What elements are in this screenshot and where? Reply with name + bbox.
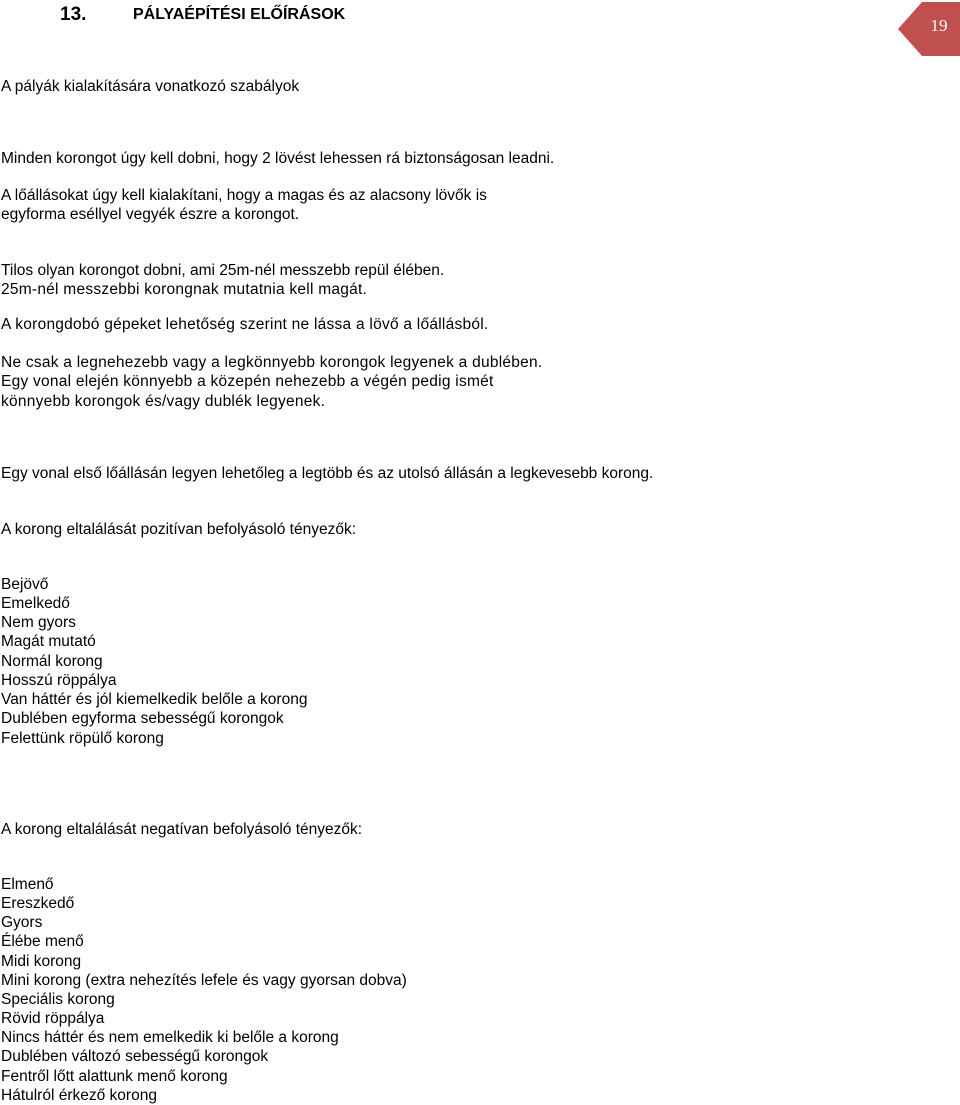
rule-6-line-2: könnyebb korongok és/vagy dublék legyenek. (1, 393, 326, 410)
rule-2-line-2: egyforma eséllyel vegyék észre a korongot. (1, 206, 300, 223)
list-item: Nincs háttér és nem emelkedik ki belőle a korong (1, 1029, 339, 1046)
negative-factors-heading: A korong eltalálását negatívan befolyásoló tényezők: (1, 821, 363, 838)
list-item: Gyors (1, 914, 43, 931)
list-item: Magát mutató (1, 633, 96, 650)
list-item: Fentről lőtt alattunk menő korong (1, 1068, 228, 1085)
list-item: Dublében változó sebességű korongok (1, 1048, 269, 1065)
list-item: Nem gyors (1, 614, 76, 631)
list-item: Felettünk röpülő korong (1, 730, 164, 747)
list-item: Speciális korong (1, 991, 115, 1008)
list-item: Hosszú röppálya (1, 672, 117, 689)
rule-3-line-2: 25m-nél messzebbi korongnak mutatnia kell magát. (1, 281, 368, 298)
rule-4: A korongdobó gépeket lehetőség szerint ne lássa a lövő a lőállásból. (1, 316, 489, 333)
list-item: Normál korong (1, 653, 103, 670)
rule-5: Ne csak a legnehezebb vagy a legkönnyebb korongok legyenek a dublében. (1, 354, 543, 371)
list-item: Midi korong (1, 953, 82, 970)
list-item: Emelkedő (1, 595, 70, 612)
rule-7: Egy vonal első lőállásán legyen lehetőleg a legtöbb és az utolsó állásán a legkevesebb korong. (1, 465, 654, 482)
list-item: Hátulról érkező korong (1, 1087, 157, 1104)
section-subtitle: A pályák kialakítására vonatkozó szabályok (1, 78, 300, 95)
rule-3-line-1: Tilos olyan korongot dobni, ami 25m-nél messzebb repül élében. (1, 262, 445, 279)
list-item: Mini korong (extra nehezítés lefele és vagy gyorsan dobva) (1, 972, 407, 989)
page-header (0, 0, 960, 30)
rule-2-line-1: A lőállásokat úgy kell kialakítani, hogy a magas és az alacsony lövők is (1, 187, 487, 204)
list-item: Élébe menő (1, 933, 84, 950)
rule-6-line-1: Egy vonal elején könnyebb a közepén nehezebb a végén pedig ismét (1, 373, 494, 390)
page-number: 19 (930, 16, 948, 35)
list-item: Ereszkedő (1, 895, 75, 912)
page-number-tab (898, 2, 960, 56)
list-item: Van háttér és jól kiemelkedik belőle a korong (1, 691, 308, 708)
list-item: Dublében egyforma sebességű korongok (1, 710, 284, 727)
section-number: 13. (60, 4, 87, 25)
positive-factors-heading: A korong eltalálását pozitívan befolyásoló tényezők: (1, 521, 357, 538)
list-item: Bejövő (1, 576, 49, 593)
list-item: Rövid röppálya (1, 1010, 105, 1027)
rule-1: Minden korongot úgy kell dobni, hogy 2 lövést lehessen rá biztonságosan leadni. (1, 150, 555, 167)
section-title: PÁLYAÉPÍTÉSI ELŐÍRÁSOK (133, 6, 346, 23)
list-item: Elmenő (1, 876, 54, 893)
